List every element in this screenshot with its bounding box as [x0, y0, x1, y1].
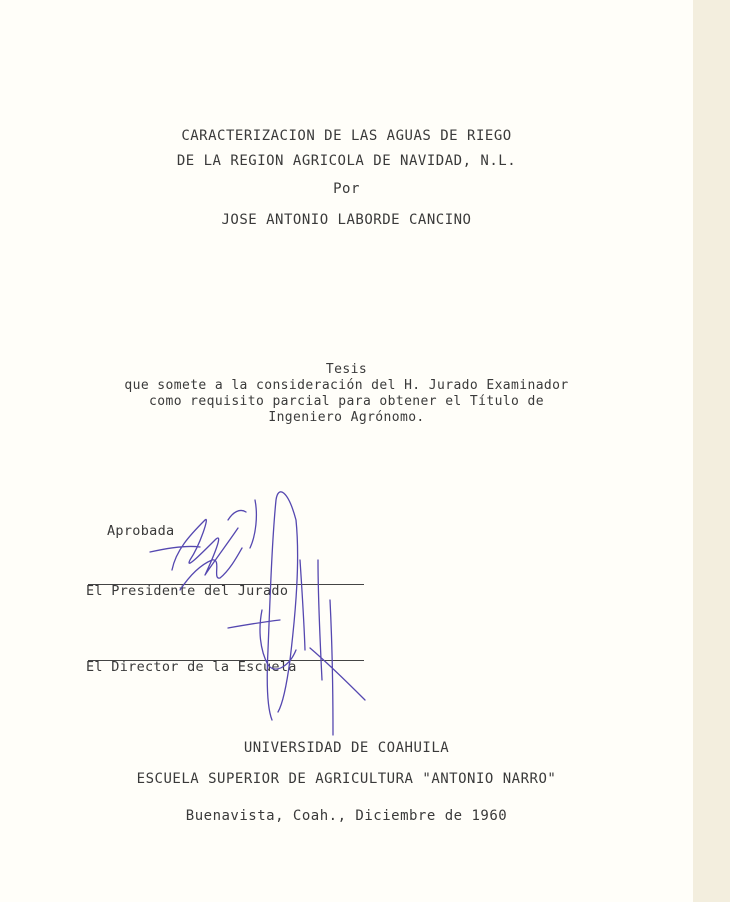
- page-edge-shadow: [693, 0, 730, 902]
- thesis-line-1: que somete a la consideración del H. Jurado Examinador: [124, 378, 569, 393]
- thesis-line-3: Ingeniero Agrónomo.: [268, 410, 425, 425]
- president-label: El Presidente del Jurado: [86, 583, 289, 599]
- president-signature: [150, 500, 256, 590]
- director-signature: [228, 492, 365, 735]
- by-label: Por: [333, 181, 360, 197]
- thesis-line-2: como requisito parcial para obtener el Título de: [149, 394, 544, 409]
- director-label: El Director de la Escuela: [86, 659, 297, 675]
- school-name: ESCUELA SUPERIOR DE AGRICULTURA "ANTONIO NARRO": [136, 771, 557, 787]
- author-name: JOSE ANTONIO LABORDE CANCINO: [221, 212, 472, 228]
- title-line-1: CARACTERIZACION DE LAS AGUAS DE RIEGO: [181, 128, 512, 144]
- thesis-heading: Tesis: [325, 362, 368, 377]
- place-date: Buenavista, Coah., Diciembre de 1960: [185, 808, 508, 824]
- university-name: UNIVERSIDAD DE COAHUILA: [243, 740, 450, 756]
- approved-label: Aprobada: [107, 523, 175, 539]
- title-line-2: DE LA REGION AGRICOLA DE NAVIDAD, N.L.: [176, 153, 517, 169]
